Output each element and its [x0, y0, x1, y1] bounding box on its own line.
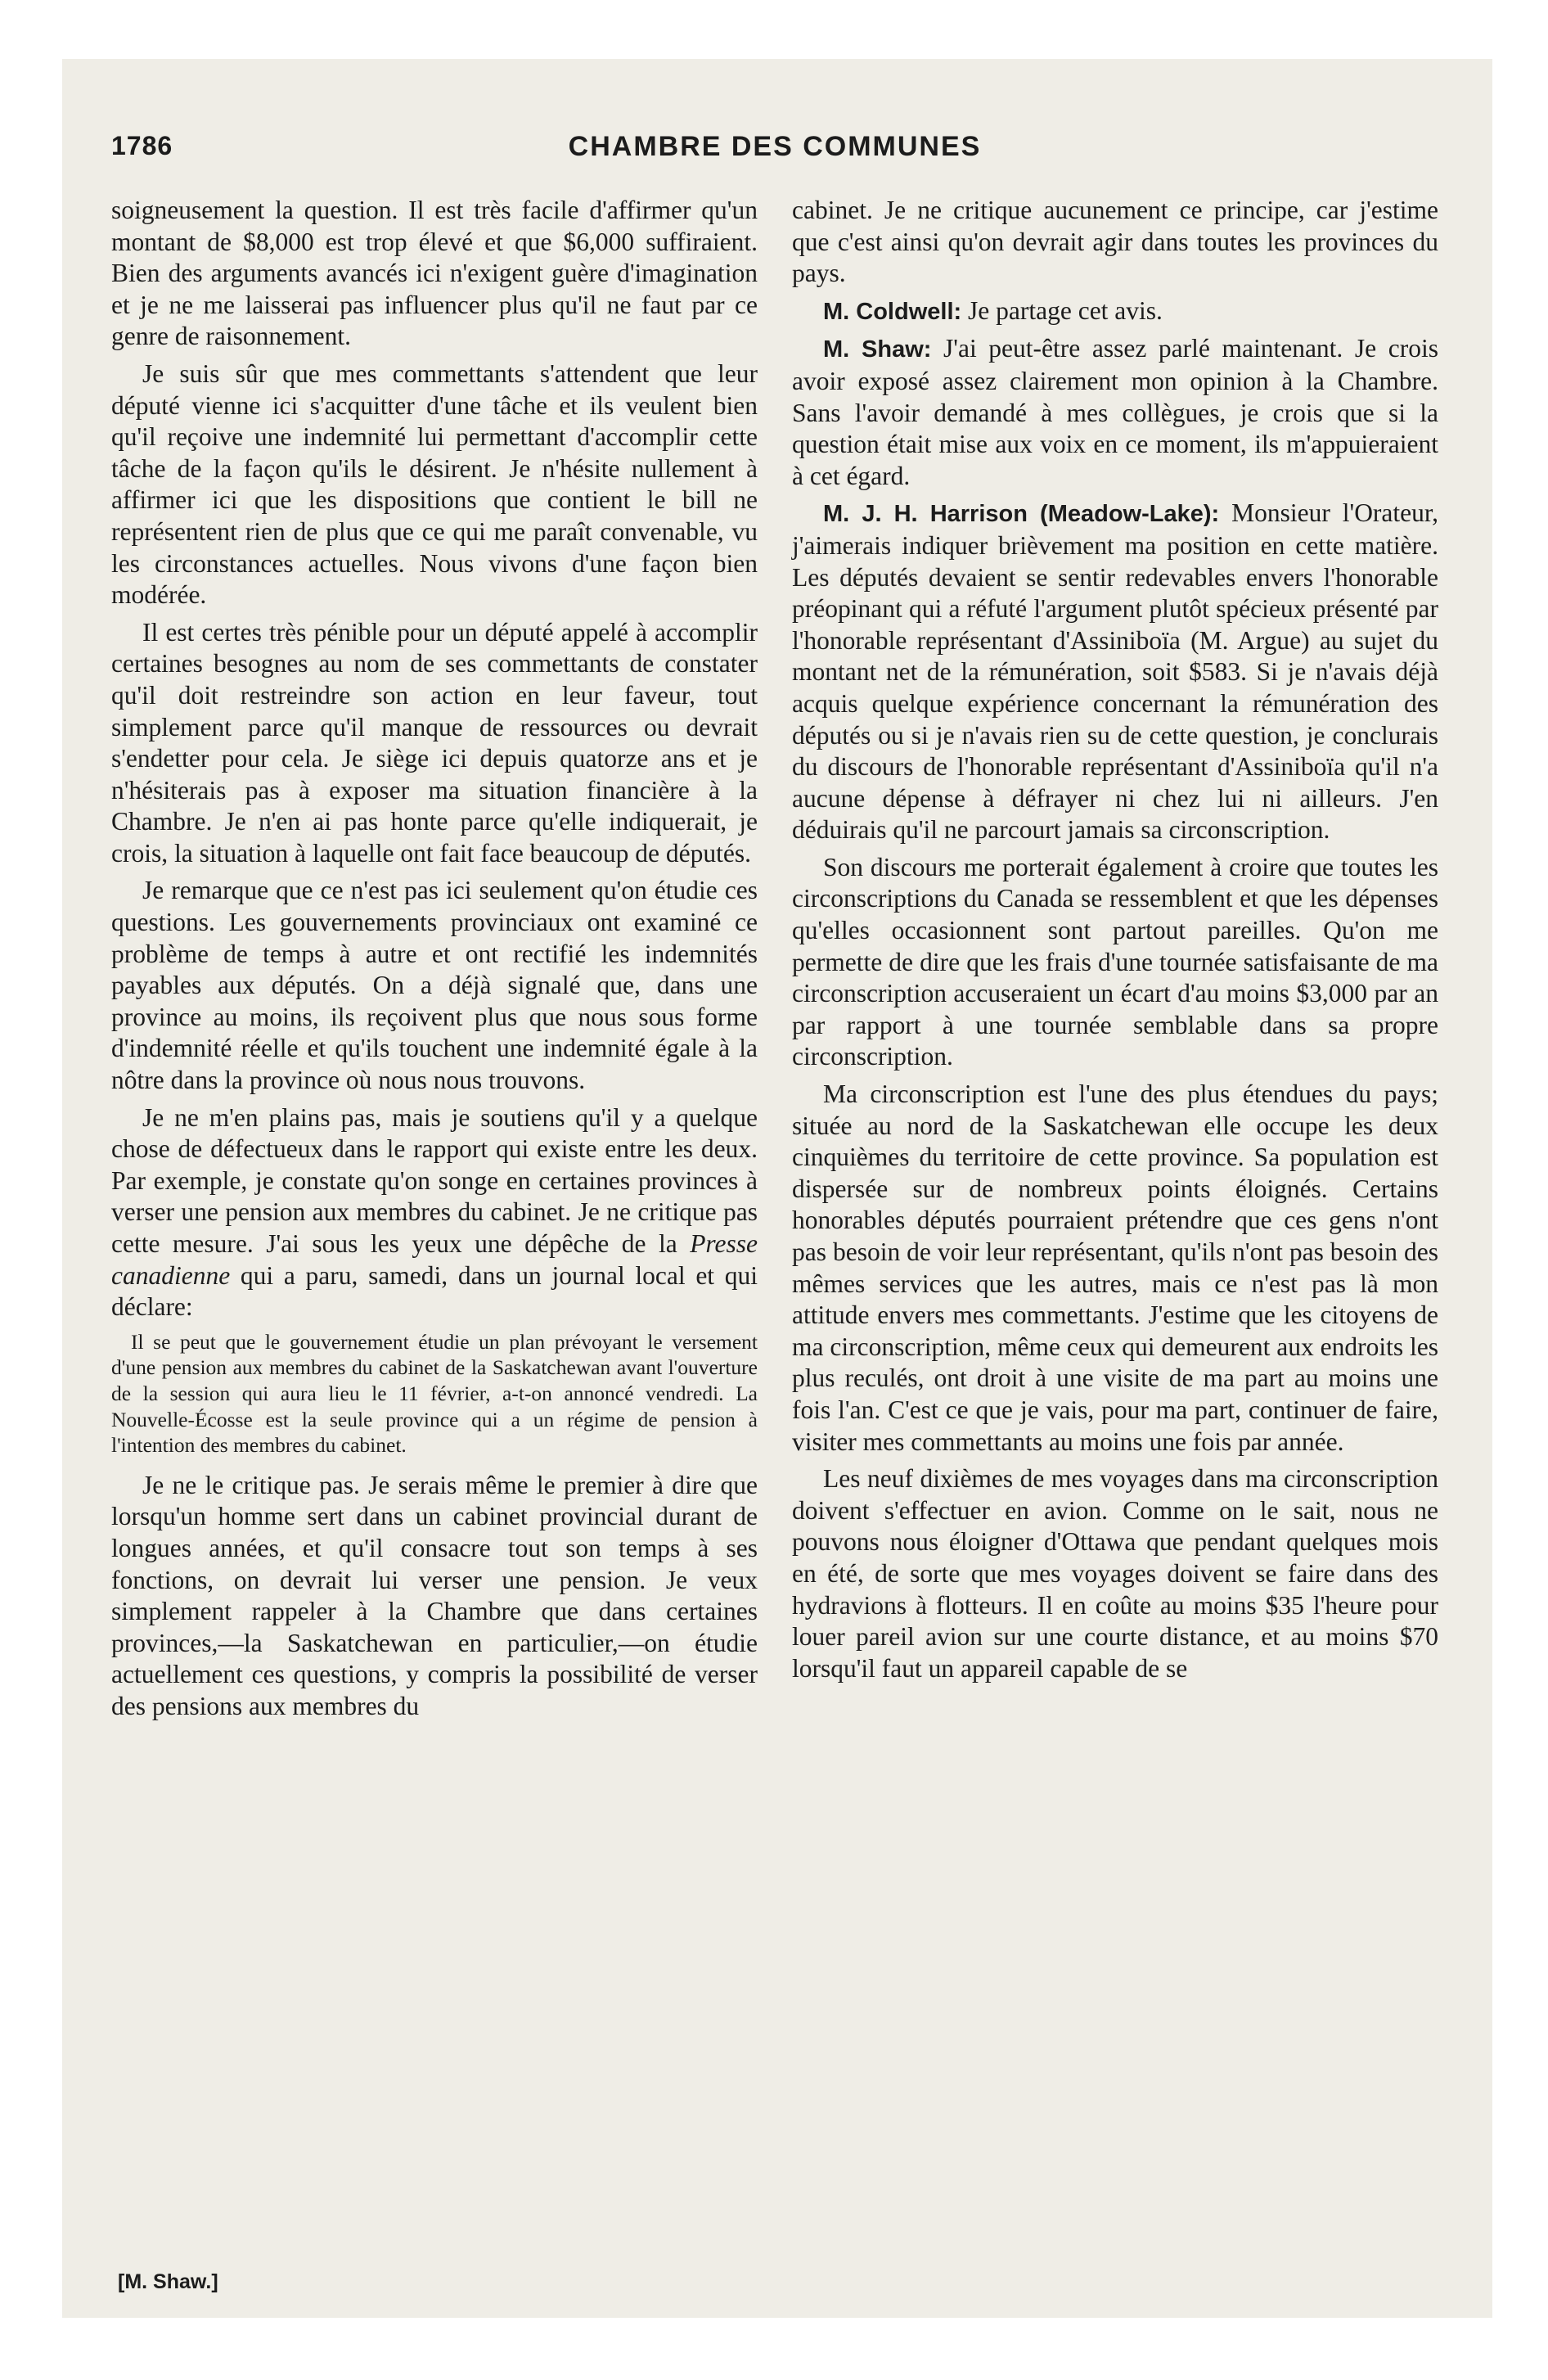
page-number: 1786: [111, 131, 173, 160]
speech-text: Monsieur l'Orateur, j'aimerais indiquer brièvement ma position en cette matière. Les députés devaient se sentir redevables envers l'honorable préopinant qui a réfuté l'argument plutôt spécieux présenté par l'honorable représentant d'Assiniboïa (M. Argue) au sujet du montant net de la rémunération, soit $583. Si je n'avais déjà acquis quelque expérience concernant la rémunération des députés ou si je n'avais rien su de cette question, je conclurais du discours de l'honorable représentant d'Assiniboïa qu'il n'a aucune dépense à défrayer ni chez lui ni ailleurs. J'en déduirais qu'il ne parcourt jamais sa circonscription.: [792, 498, 1438, 845]
paragraph: Les neuf dixièmes de mes voyages dans ma circonscription doivent s'effectuer en avion. Comme on le sait, nous ne pouvons nous éloigner d'Ottawa que pendant quelques mois en été, de sorte que mes voyages doivent se faire dans des hydravions à flotteurs. Il en coûte au moins $35 l'heure pour louer pareil avion sur une courte distance, et au moins $70 lorsqu'il faut un appareil capable de se: [792, 1464, 1438, 1683]
speech-turn: [792, 498, 1438, 846]
publication-name: Presse canadienne: [111, 1229, 758, 1290]
speech-text: J'ai peut-être assez parlé maintenant. Je crois avoir exposé assez clairement mon opinion à la Chambre. Sans l'avoir demandé à mes collègues, je crois que si la question était mise aux voix en ce moment, ils m'appuieraient à cet égard.: [792, 334, 1439, 490]
journal-title: CHAMBRE DES COMMUNES: [568, 131, 982, 162]
speech-text: Je partage cet avis.: [961, 295, 1163, 325]
paragraph: Je suis sûr que mes commettants s'attendent que leur député vienne ici s'acquitter d'une tâche et ils veulent bien qu'il reçoive une indemnité lui permettant d'accomplir cette tâche de la façon qu'ils le désirent. Je n'hésite nullement à affirmer ici que les dispositions que contient le bill ne représentent rien de plus que ce qui me paraît convenable, vu les circonstances actuelles. Nous vivons d'une façon bien modérée.: [111, 358, 758, 610]
speaker-name: M. J. H. Harrison (Meadow-Lake):: [823, 501, 1220, 528]
speaker-reference: [M. Shaw.]: [118, 2270, 218, 2293]
paragraph: soigneusement la question. Il est très facile d'affirmer qu'un montant de $8,000 est trop élevé et que $6,000 suffiraient. Bien des arguments avancés ici n'exigent guère d'imagination et je ne me laisserai pas influencer plus qu'il ne faut par ce genre de raisonnement.: [111, 196, 758, 351]
paragraph: [111, 1102, 758, 1323]
paragraph: Il est certes très pénible pour un député appelé à accomplir certaines besognes au nom de ses commettants de constater qu'il doit restreindre son action en leur faveur, tout simplement parce qu'il manque de ressources ou devrait s'endetter pour cela. Je siège ici depuis quatorze ans et je n'hésiterais pas à exposer ma situation financière à la Chambre. Je n'en ai pas honte parce qu'elle indiquerait, je crois, la situation à laquelle ont fait face beaucoup de députés.: [111, 617, 758, 868]
speech-turn: [792, 295, 1438, 328]
paragraph: Son discours me porterait également à croire que toutes les circonscriptions du Canada se ressemblent et que les dépenses qu'elles occasionnent sont partout pareilles. Qu'on me permette de dire que les frais d'une tournée satisfaisante de ma circonscription accuseraient un écart d'au moins $3,000 par an par rapport à une tournée semblable dans sa propre circonscription.: [792, 852, 1438, 1071]
paragraph-text: Je ne m'en plains pas, mais je soutiens qu'il y a quelque chose de défectueux dans le rapport qui existe entre les deux. Par exemple, je constate qu'on songe en certaines provinces à verser une pension aux membres du cabinet. Je ne critique pas cette mesure. J'ai sous les yeux une dépêche de la: [111, 1102, 758, 1258]
speaker-name: M. Shaw:: [823, 336, 932, 363]
speech-turn: [792, 333, 1438, 492]
paragraph: Je ne le critique pas. Je serais même le premier à dire que lorsqu'un homme sert dans un cabinet provincial durant de longues années, et qu'il consacre tout son temps à ses fonctions, on devrait lui verser une pension. Je veux simplement rappeler à la Chambre que dans certaines provinces,—la Saskatchewan en particulier,—on étudie actuellement ces questions, y compris la possibilité de verser des pensions aux membres du: [111, 1470, 758, 1720]
paragraph: Je remarque que ce n'est pas ici seulement qu'on étudie ces questions. Les gouvernements provinciaux ont examiné ce problème de temps à autre et ont rectifié les indemnités payables aux députés. On a déjà signalé que, dans une province au moins, ils reçoivent plus que nous sous forme d'indemnité réelle et qu'ils touchent une indemnité égale à la nôtre dans la province où nous nous trouvons.: [111, 876, 758, 1095]
paragraph: cabinet. Je ne critique aucunement ce principe, car j'estime que c'est ainsi qu'on devrait agir dans toutes les provinces du pays.: [792, 196, 1438, 288]
speaker-name: M. Coldwell:: [823, 298, 962, 325]
right-column: [792, 195, 1438, 1690]
quoted-dispatch: Il se peut que le gouvernement étudie un plan prévoyant le versement d'une pension aux membres du cabinet de la Saskatchewan avant l'ouverture de la session qui aura lieu le 11 février, a-t-on annoncé vendredi. La Nouvelle-Écosse est la seule province qui a un régime de pension à l'intention des membres du cabinet.: [111, 1329, 758, 1458]
running-header: [111, 131, 1438, 172]
left-column: [111, 195, 758, 1729]
paragraph: Ma circonscription est l'une des plus étendues du pays; située au nord de la Saskatchewan elle occupe les deux cinquièmes du territoire de cette province. Sa population est dispersée sur de nombreux points éloignés. Certains honorables députés pourraient prétendre que ces gens n'ont pas besoin de voir leur représentant, qu'ils n'ont pas besoin des mêmes services que les autres, mais ce n'est pas là mon attitude envers mes commettants. J'estime que les citoyens de ma circonscription, même ceux qui demeurent aux endroits les plus reculés, ont droit à une visite de ma part au moins une fois l'an. C'est ce que je vais, pour ma part, continuer de faire, visiter mes commettants au moins une fois par année.: [792, 1080, 1438, 1456]
paragraph-text: qui a paru, samedi, dans un journal local et qui déclare:: [111, 1260, 758, 1322]
block-quote: [111, 1329, 758, 1458]
